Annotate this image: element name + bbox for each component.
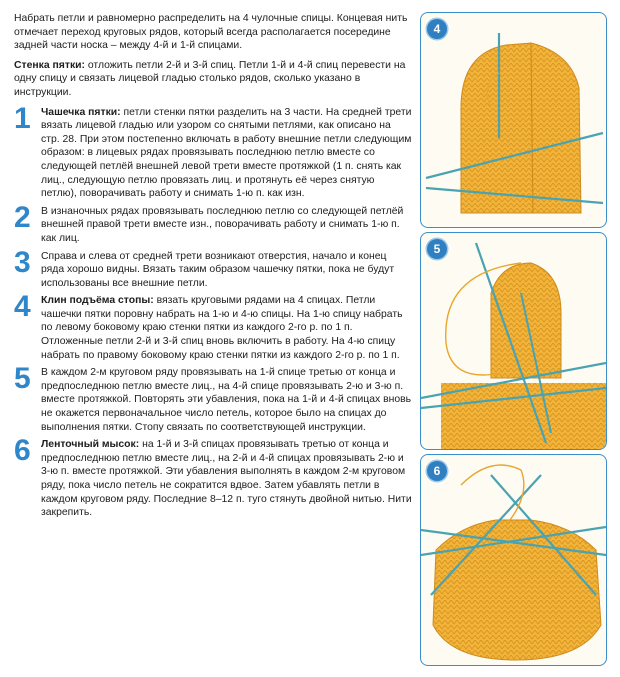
heel-wall-paragraph xyxy=(14,59,412,100)
panel-number-badge: 4 xyxy=(427,19,447,39)
step-5 xyxy=(14,362,412,434)
step-number: 3 xyxy=(14,245,31,279)
yarn xyxy=(461,465,524,525)
step-text: петли стенки пятки разделить на 3 части. На средней трети вязать лицевой гладью или узором со снятыми петлями, как описано на стр. 28. При этом постепенно включать в работу внешние петли следующим образом: в лицевых рядах провязывать последнюю петлю вместе со следующей петлёй внешней левой трети вместе протяжкой (1 п. снять как лиц., следующую петлю провязать лиц. и протянуть её через снятую петлю), поворачивать работу и снимать 1-ю п. как изн. xyxy=(41,106,412,200)
panel-number-badge: 6 xyxy=(427,461,447,481)
toe-illustration xyxy=(421,455,606,665)
step-text: вязать круговыми рядами на 4 спицах. Петли чашечки пятки поровну набрать на 1-ю и 4-ю спицы. На 1-ю спицу набрать по левому боковому краю стенки пятки из каждого 2-го р. по 1 п. Отложенные петли 2-й и 3-й спиц вновь включить в работу. На 4-ю спицу набрать по правому боковому краю стенки пятки из каждого 2-го р. по 1 п. xyxy=(41,295,403,361)
step-number: 1 xyxy=(14,101,31,135)
heel-wall-text: отложить петли 2-й и 3-й спиц. Петли 1-й и 4-й спиц перевести на одну спицу и связать лицевой гладью столько рядов, сколько указано в инструкции. xyxy=(14,59,406,98)
panel-number-badge: 5 xyxy=(427,239,447,259)
step-3 xyxy=(14,245,412,291)
step-number: 6 xyxy=(14,434,31,468)
sock-side xyxy=(531,43,581,213)
step-text: на 1-й и 3-й спицах провязывать третью от конца и предпоследнюю петлю вместе лиц., на 2-й и 4-й спицах провязывать 2-ю и 3-ю п. вместе протяжкой. Эти убавления выполнять в каждом 2-м круговом ряду, пока число петель не сократится вдвое. Затем убавлять петли в каждом круговом ряду. Последние 8–12 п. туго стянуть двойной нитью. Нити закрепить. xyxy=(41,439,412,519)
intro-paragraph: Набрать петли и равномерно распределить на 4 чулочные спицы. Концевая нить отмечает переход круговых рядов, который всегда располагается посередине задней части носка – между 4-й и 1-й спицами. xyxy=(14,13,408,52)
step-4 xyxy=(14,290,412,362)
step-title: Чашечка пятки: xyxy=(41,106,121,118)
step-text: В изнаночных рядах провязывать последнюю петлю со следующей петлёй внешней правой трети вместе изн., поворачивать работу и снимать 1-ю п. как лиц. xyxy=(41,205,404,244)
step-title: Ленточный мысок: xyxy=(41,439,140,451)
heel-wall-title: Стенка пятки: xyxy=(14,59,85,71)
step-text: В каждом 2-м круговом ряду провязывать на 1-й спице третью от конца и предпоследнюю петлю вместе лиц., на 4-й спице провязывать 2-ю и 3-ю п. вместе протяжкой. Повторять эти убавления, пока на 1-й и 4-й спицах вновь не окажется первоначальное число петель, которое было на спицах до выполнения пятки. Стопу связать по соответствующей инструкции. xyxy=(41,367,412,433)
step-number: 2 xyxy=(14,200,31,234)
sock-body xyxy=(461,43,533,213)
step-number: 4 xyxy=(14,290,31,324)
step-1 xyxy=(14,101,412,201)
step-number: 5 xyxy=(14,362,31,396)
illustration-panel-5 xyxy=(420,232,607,450)
illustration-panel-4 xyxy=(420,12,607,228)
illustration-panel-6 xyxy=(420,454,607,666)
sock-body xyxy=(441,383,606,449)
step-text: Справа и слева от средней трети возникают отверстия, начало и конец ряда хорошо видны. Вязать таким образом чашечку пятки, пока не будут использованы все внешние петли. xyxy=(41,250,395,289)
heel-turn-illustration xyxy=(421,233,606,449)
step-2 xyxy=(14,200,412,246)
instructions-column xyxy=(14,12,412,524)
step-6 xyxy=(14,434,412,520)
step-title: Клин подъёма стопы: xyxy=(41,295,154,307)
heel-wall-illustration xyxy=(421,13,606,227)
